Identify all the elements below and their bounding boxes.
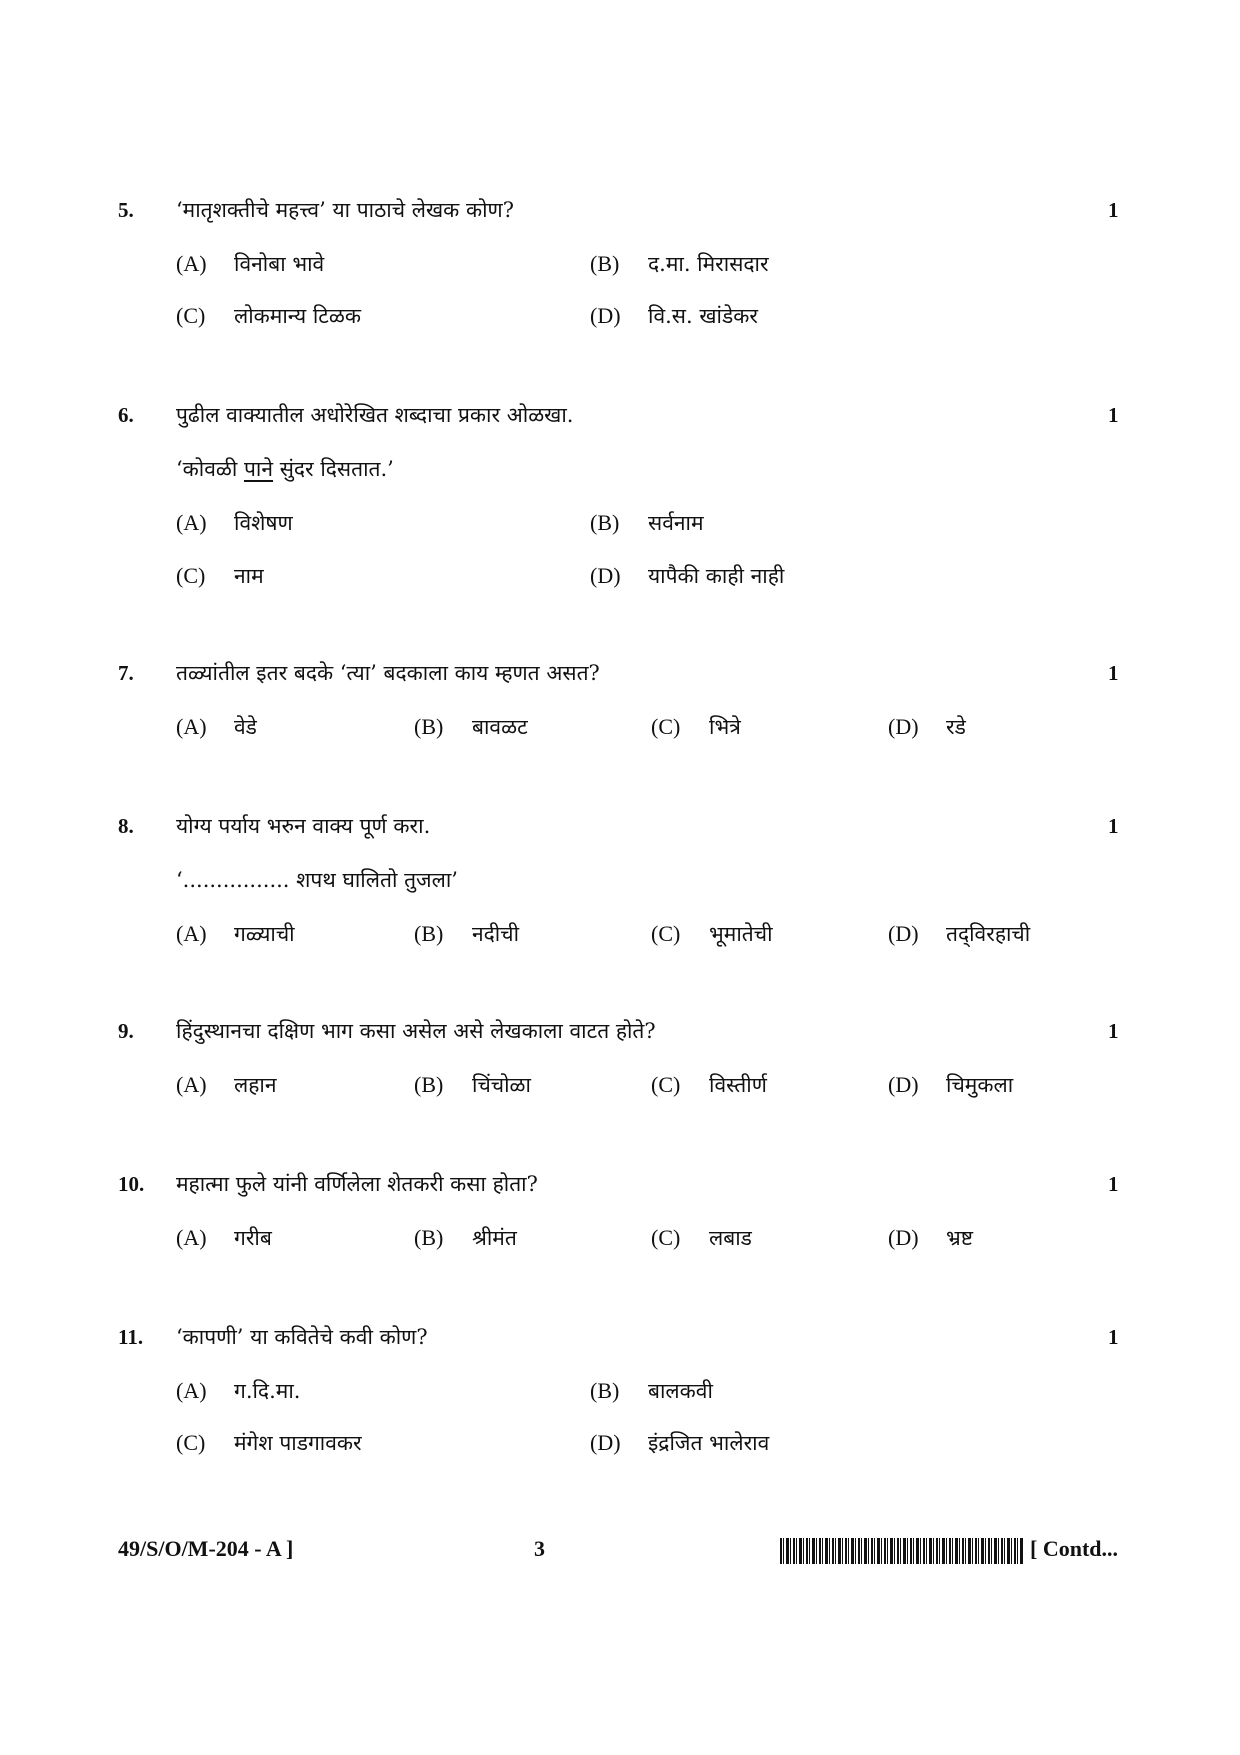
question-number: 11.	[118, 1325, 144, 1349]
option-label: (B)	[414, 921, 444, 946]
question-marks: 1	[1108, 1325, 1119, 1349]
option-label: (D)	[888, 1072, 919, 1097]
option-text: वि.स. खांडेकर	[648, 304, 758, 328]
option-text: लबाड	[709, 1226, 752, 1250]
option-label: (C)	[651, 921, 681, 946]
option-text: विशेषण	[234, 511, 293, 535]
option-label: (D)	[888, 714, 919, 739]
option-c	[651, 1071, 767, 1099]
continued-label: [ Contd...	[1030, 1536, 1119, 1561]
question-row	[0, 1019, 1240, 1059]
option-label: (C)	[176, 303, 206, 328]
question-marks: 1	[1108, 1172, 1119, 1196]
question-number: 5.	[118, 198, 134, 222]
option-label: (B)	[590, 510, 620, 535]
option-label: (A)	[176, 1225, 207, 1250]
option-text: गळ्याची	[234, 922, 295, 946]
option-d	[590, 302, 758, 330]
option-text: वेडे	[234, 715, 257, 739]
option-text: तद्‌विरहाची	[946, 922, 1031, 946]
option-d	[590, 1429, 769, 1457]
option-d	[590, 562, 784, 590]
option-c	[176, 302, 361, 330]
option-text: नाम	[234, 564, 264, 588]
sentence-after: सुंदर दिसतात.’	[273, 457, 394, 481]
option-text: चिंचोळा	[472, 1073, 531, 1097]
question-text: ‘मातृशक्तीचे महत्त्व’ या पाठाचे लेखक कोण?	[176, 198, 514, 222]
option-text: रडे	[946, 715, 966, 739]
page-number: 3	[534, 1536, 545, 1561]
option-label: (D)	[888, 921, 919, 946]
question-sentence: ‘................ शपथ घालितो तुजला’	[176, 868, 458, 892]
option-text: लोकमान्य टिळक	[234, 304, 361, 328]
option-text: बालकवी	[648, 1379, 713, 1403]
option-label: (D)	[590, 563, 621, 588]
underlined-word: पाने	[244, 457, 274, 481]
option-b	[414, 713, 528, 741]
option-label: (A)	[176, 510, 207, 535]
option-text: भित्रे	[709, 715, 741, 739]
option-b	[414, 1071, 531, 1099]
option-label: (A)	[176, 921, 207, 946]
option-b	[590, 509, 704, 537]
option-label: (B)	[414, 714, 444, 739]
question-marks: 1	[1108, 403, 1119, 427]
question-text: महात्मा फुले यांनी वर्णिलेला शेतकरी कसा होता?	[176, 1172, 538, 1196]
question-text: ‘कापणी’ या कवितेचे कवी कोण?	[176, 1325, 428, 1349]
paper-code: 49/S/O/M-204 - A ]	[118, 1536, 294, 1561]
option-text: बावळट	[472, 715, 528, 739]
option-c	[176, 1429, 362, 1457]
option-d	[888, 713, 966, 741]
option-a	[176, 1377, 300, 1405]
option-label: (D)	[888, 1225, 919, 1250]
question-marks: 1	[1108, 1019, 1119, 1043]
option-label: (B)	[414, 1072, 444, 1097]
question-number: 8.	[118, 814, 134, 838]
option-a	[176, 920, 295, 948]
option-a	[176, 509, 293, 537]
option-label: (A)	[176, 714, 207, 739]
option-text: विनोबा भावे	[234, 252, 325, 276]
option-text: भूमातेची	[709, 922, 773, 946]
option-text: इंद्रजित भालेराव	[648, 1431, 770, 1455]
question-row	[0, 661, 1240, 701]
option-label: (B)	[590, 251, 620, 276]
option-c	[651, 713, 741, 741]
option-text: श्रीमंत	[472, 1226, 517, 1250]
option-a	[176, 1071, 276, 1099]
option-c	[176, 562, 264, 590]
option-text: ग.दि.मा.	[234, 1379, 301, 1403]
question-row	[0, 198, 1240, 238]
option-text: नदीची	[472, 922, 520, 946]
option-label: (D)	[590, 303, 621, 328]
option-label: (C)	[651, 1072, 681, 1097]
option-label: (C)	[651, 1225, 681, 1250]
page-footer	[0, 1536, 1240, 1576]
option-c	[651, 1224, 752, 1252]
question-marks: 1	[1108, 198, 1119, 222]
question-number: 7.	[118, 661, 134, 685]
option-text: द.मा. मिरासदार	[648, 252, 769, 276]
option-text: यापैकी काही नाही	[648, 564, 785, 588]
option-d	[888, 1224, 973, 1252]
option-c	[651, 920, 773, 948]
question-text: पुढील वाक्यातील अधोरेखित शब्दाचा प्रकार ओळखा.	[176, 403, 574, 427]
option-label: (A)	[176, 1072, 207, 1097]
option-label: (C)	[651, 714, 681, 739]
option-label: (C)	[176, 563, 206, 588]
option-text: मंगेश पाडगावकर	[234, 1431, 362, 1455]
question-marks: 1	[1108, 661, 1119, 685]
option-a	[176, 1224, 272, 1252]
question-marks: 1	[1108, 814, 1119, 838]
option-label: (A)	[176, 1378, 207, 1403]
option-label: (B)	[414, 1225, 444, 1250]
barcode-icon	[780, 1538, 1024, 1564]
option-text: सर्वनाम	[648, 511, 704, 535]
question-number: 6.	[118, 403, 134, 427]
option-text: विस्तीर्ण	[709, 1073, 767, 1097]
option-label: (C)	[176, 1430, 206, 1455]
question-sentence	[176, 455, 394, 483]
question-row	[0, 1325, 1240, 1365]
option-text: गरीब	[234, 1226, 272, 1250]
question-number: 10.	[118, 1172, 145, 1196]
option-d	[888, 920, 1030, 948]
question-row	[0, 403, 1240, 443]
option-b	[590, 250, 769, 278]
option-text: भ्रष्ट	[946, 1226, 974, 1250]
option-label: (A)	[176, 251, 207, 276]
option-text: लहान	[234, 1073, 277, 1097]
question-row	[0, 1172, 1240, 1212]
option-b	[414, 920, 519, 948]
option-a	[176, 713, 257, 741]
question-text: योग्य पर्याय भरुन वाक्य पूर्ण करा.	[176, 814, 431, 838]
option-text: चिमुकला	[946, 1073, 1014, 1097]
option-label: (B)	[590, 1378, 620, 1403]
option-a	[176, 250, 324, 278]
option-b	[414, 1224, 517, 1252]
question-number: 9.	[118, 1019, 134, 1043]
option-d	[888, 1071, 1013, 1099]
question-text: तळ्यांतील इतर बदके ‘त्या’ बदकाला काय म्हणत असत?	[176, 661, 600, 685]
sentence-before: ‘कोवळी	[176, 457, 244, 481]
option-label: (D)	[590, 1430, 621, 1455]
option-b	[590, 1377, 713, 1405]
question-row	[0, 814, 1240, 854]
question-text: हिंदुस्थानचा दक्षिण भाग कसा असेल असे लेखकाला वाटत होते?	[176, 1019, 656, 1043]
